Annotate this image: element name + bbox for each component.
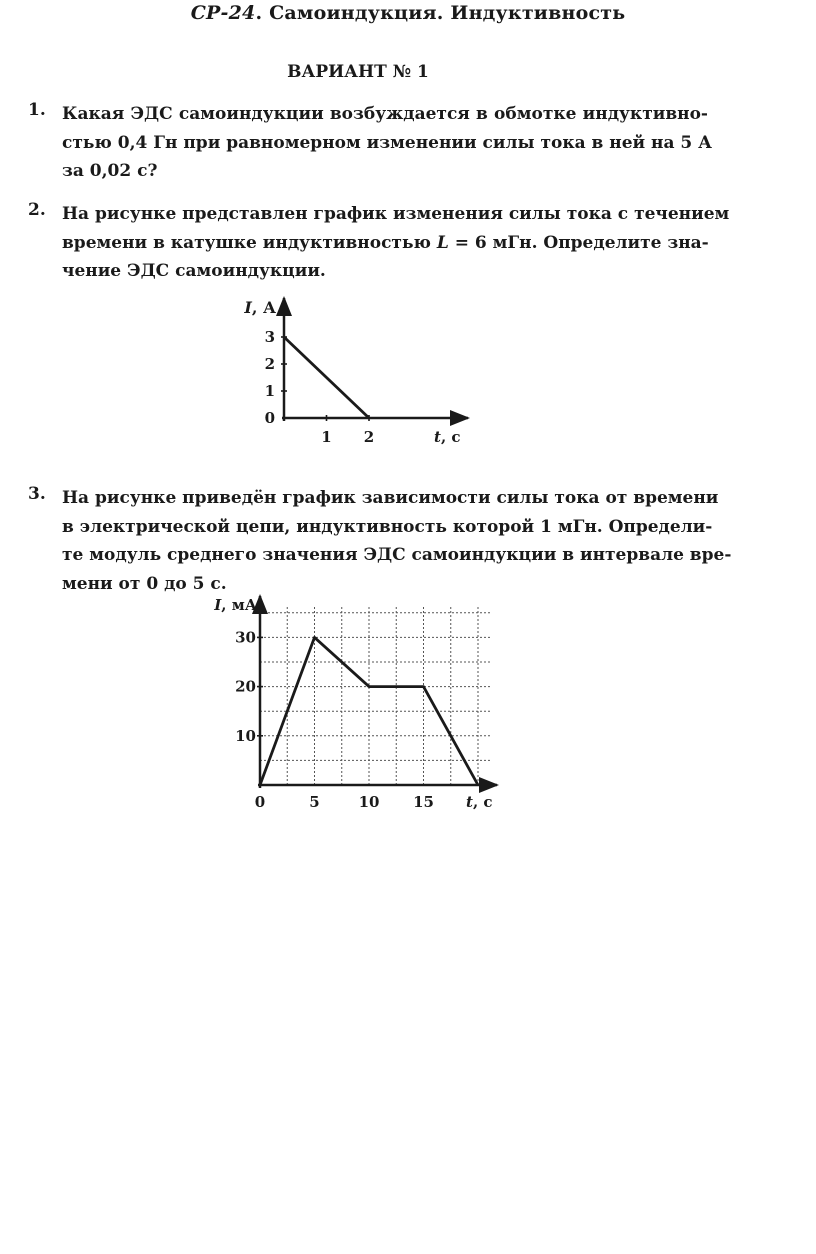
y-tick-label: 20 bbox=[235, 677, 256, 696]
y-axis-variable: I bbox=[244, 298, 252, 317]
problem-text bbox=[62, 200, 730, 286]
current-time-chart-1 bbox=[0, 290, 816, 460]
problem-line: Какая ЭДС самоиндукции возбуждается в обмотке индуктивно- bbox=[62, 104, 708, 124]
current-time-chart-2 bbox=[0, 590, 816, 830]
title-code: СР-24 bbox=[190, 2, 256, 24]
inductance-variable: L bbox=[436, 232, 449, 253]
y-tick-label: 10 bbox=[235, 726, 256, 745]
problem-number: 1. bbox=[28, 100, 46, 120]
y-tick-label: 2 bbox=[264, 355, 275, 373]
problem-number: 3. bbox=[28, 484, 46, 504]
problem-2 bbox=[28, 200, 730, 290]
problem-number: 2. bbox=[28, 200, 46, 220]
problem-3 bbox=[28, 484, 732, 604]
problem-line: чение ЭДС самоиндукции. bbox=[62, 261, 326, 281]
problem-line: мени от 0 до 5 с. bbox=[62, 573, 227, 594]
problem-line: На рисунке представлен график изменения силы тока с течением bbox=[62, 204, 730, 224]
y-tick-label: 3 bbox=[264, 328, 275, 346]
y-axis-label bbox=[213, 596, 258, 614]
x-tick-label: 10 bbox=[358, 793, 380, 811]
problem-1 bbox=[28, 100, 713, 190]
problem-line: те модуль среднего значения ЭДС самоиндукции в интервале вре- bbox=[62, 545, 732, 565]
y-tick-label: 0 bbox=[264, 409, 275, 427]
x-tick-label: 5 bbox=[309, 793, 320, 811]
series-line bbox=[284, 337, 369, 418]
y-tick-label: 1 bbox=[264, 382, 275, 400]
problem-line: На рисунке приведён график зависимости силы тока от времени bbox=[62, 488, 719, 508]
y-tick-label: 30 bbox=[235, 628, 256, 647]
problem-line-part: = 6 мГн. Определите зна- bbox=[448, 232, 709, 253]
x-axis-unit: , с bbox=[472, 793, 493, 811]
problem-line: в электрической цепи, индуктивность которой 1 мГн. Определи- bbox=[62, 516, 713, 537]
x-tick-label: 2 bbox=[363, 428, 375, 446]
y-axis-label bbox=[243, 298, 276, 317]
x-axis-variable: t bbox=[434, 428, 441, 446]
problem-text bbox=[62, 100, 713, 186]
y-axis-unit: , А bbox=[251, 298, 276, 317]
x-tick-label: 15 bbox=[413, 793, 434, 811]
x-axis-label bbox=[466, 793, 493, 811]
x-axis-unit: , с bbox=[440, 428, 461, 446]
x-axis-variable: t bbox=[466, 793, 473, 811]
problem-line-part: времени в катушке индуктивностью bbox=[62, 232, 437, 253]
title-text: . Самоиндукция. Индуктивность bbox=[255, 2, 626, 24]
problem-line: за 0,02 с? bbox=[62, 161, 158, 181]
variant-heading: ВАРИАНТ № 1 bbox=[287, 62, 429, 82]
x-axis-label bbox=[434, 428, 461, 446]
y-axis-unit: , мА bbox=[221, 596, 257, 614]
x-tick-label: 1 bbox=[321, 428, 332, 446]
x-tick-label: 0 bbox=[254, 793, 266, 811]
problem-line: стью 0,4 Гн при равномерном изменении силы тока в ней на 5 А bbox=[62, 132, 713, 153]
y-axis-variable: I bbox=[214, 596, 222, 614]
problem-line bbox=[62, 229, 708, 258]
problem-text bbox=[62, 484, 732, 598]
page-title bbox=[0, 2, 816, 24]
